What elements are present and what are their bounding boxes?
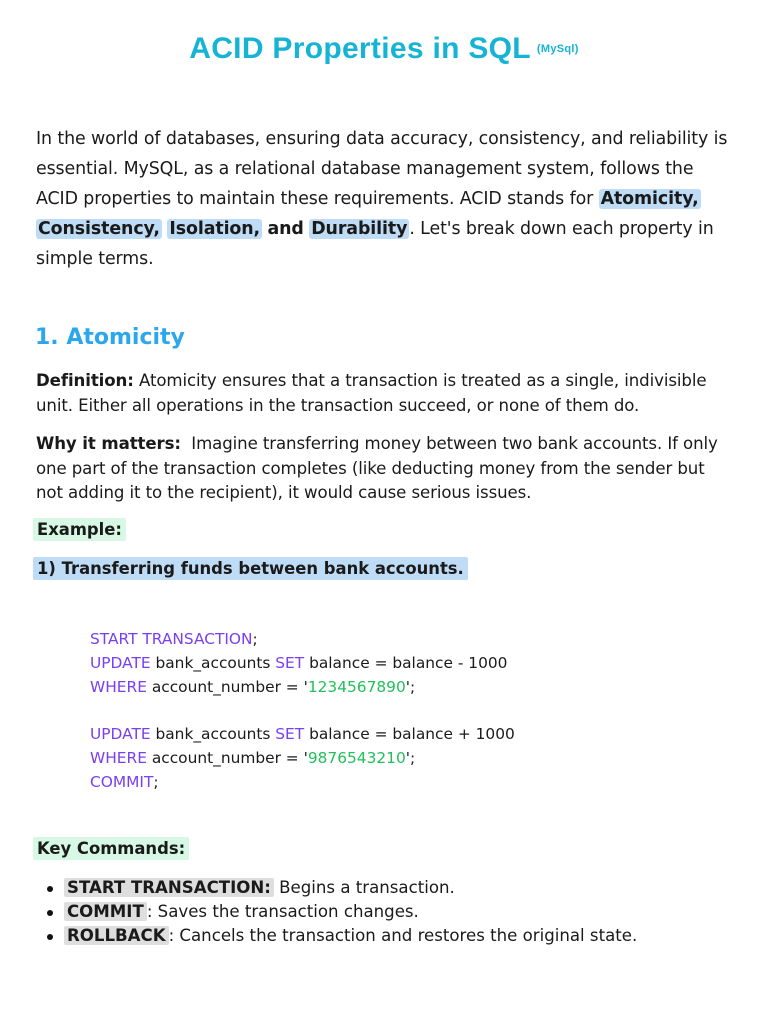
intro-text-before: In the world of databases, ensuring data accuracy, consistency, and reliability is essential. MySQL, as a relational database management system, follows the ACID properties to maintain these requirements. ACID stands for — [36, 129, 728, 209]
why-label: Why it matters: — [36, 434, 181, 453]
command-name: ROLLBACK — [64, 926, 169, 945]
highlight-consistency: Consistency, — [38, 219, 160, 239]
code-keyword: START TRANSACTION — [90, 630, 253, 648]
code-keyword: COMMIT — [90, 772, 154, 791]
why-paragraph — [36, 432, 736, 506]
code-keyword: WHERE — [90, 748, 147, 767]
highlight-isolation: Isolation, — [169, 219, 261, 239]
code-blank-line — [90, 699, 515, 723]
command-description: : Saves the transaction changes. — [146, 902, 419, 921]
page-title — [0, 32, 768, 66]
command-name: START TRANSACTION: — [64, 878, 274, 897]
code-string: 1234567890 — [307, 677, 406, 696]
intro-paragraph — [36, 124, 736, 274]
code-keyword: UPDATE — [90, 725, 151, 744]
definition-paragraph — [36, 369, 736, 418]
list-item — [36, 924, 637, 948]
code-line-5: UPDATE bank_accounts SET balance = balance + 1000 — [90, 725, 515, 744]
code-keyword: SET — [275, 653, 305, 672]
code-keyword: UPDATE — [90, 653, 151, 672]
example-title: 1) Transferring funds between bank accounts. — [33, 557, 468, 580]
key-commands-label: Key Commands: — [33, 837, 189, 860]
why-text: Imagine transferring money between two bank accounts. If only one part of the transaction completes (like deducting money from the sender but not adding it to the recipient), it would cause serious issues. — [36, 434, 718, 502]
code-line-3: WHERE account_number = '1234567890'; — [90, 677, 416, 696]
list-item — [36, 876, 637, 900]
command-name: COMMIT — [64, 902, 147, 921]
sql-code-block — [90, 628, 515, 795]
highlight-atomicity: Atomicity, — [600, 189, 699, 209]
command-description: : Cancels the transaction and restores the original state. — [168, 926, 638, 945]
command-description: Begins a transaction. — [273, 878, 455, 897]
title-subtitle: (MySql) — [536, 43, 579, 55]
definition-label: Definition: — [36, 371, 134, 390]
code-line-2: UPDATE bank_accounts SET balance = balance - 1000 — [90, 653, 508, 672]
code-line-6: WHERE account_number = '9876543210'; — [90, 748, 416, 767]
code-line-1: START TRANSACTION; — [90, 630, 258, 648]
code-line-7: COMMIT; — [90, 772, 159, 791]
key-commands-list — [36, 876, 637, 948]
code-keyword: WHERE — [90, 677, 147, 696]
example-label: Example: — [33, 518, 126, 541]
code-string: 9876543210 — [307, 748, 406, 767]
title-main: ACID Properties in SQL — [189, 32, 531, 65]
highlight-durability: Durability — [311, 219, 408, 239]
intro-and: and — [267, 219, 304, 239]
list-item — [36, 900, 637, 924]
section-heading-atomicity: 1. Atomicity — [35, 325, 185, 350]
code-keyword: SET — [275, 725, 305, 744]
definition-text: Atomicity ensures that a transaction is treated as a single, indivisible unit. Either all operations in the transaction succeed, or none of them do. — [36, 371, 707, 415]
intro-text-after: . Let's break down each property in simple terms. — [36, 219, 714, 269]
